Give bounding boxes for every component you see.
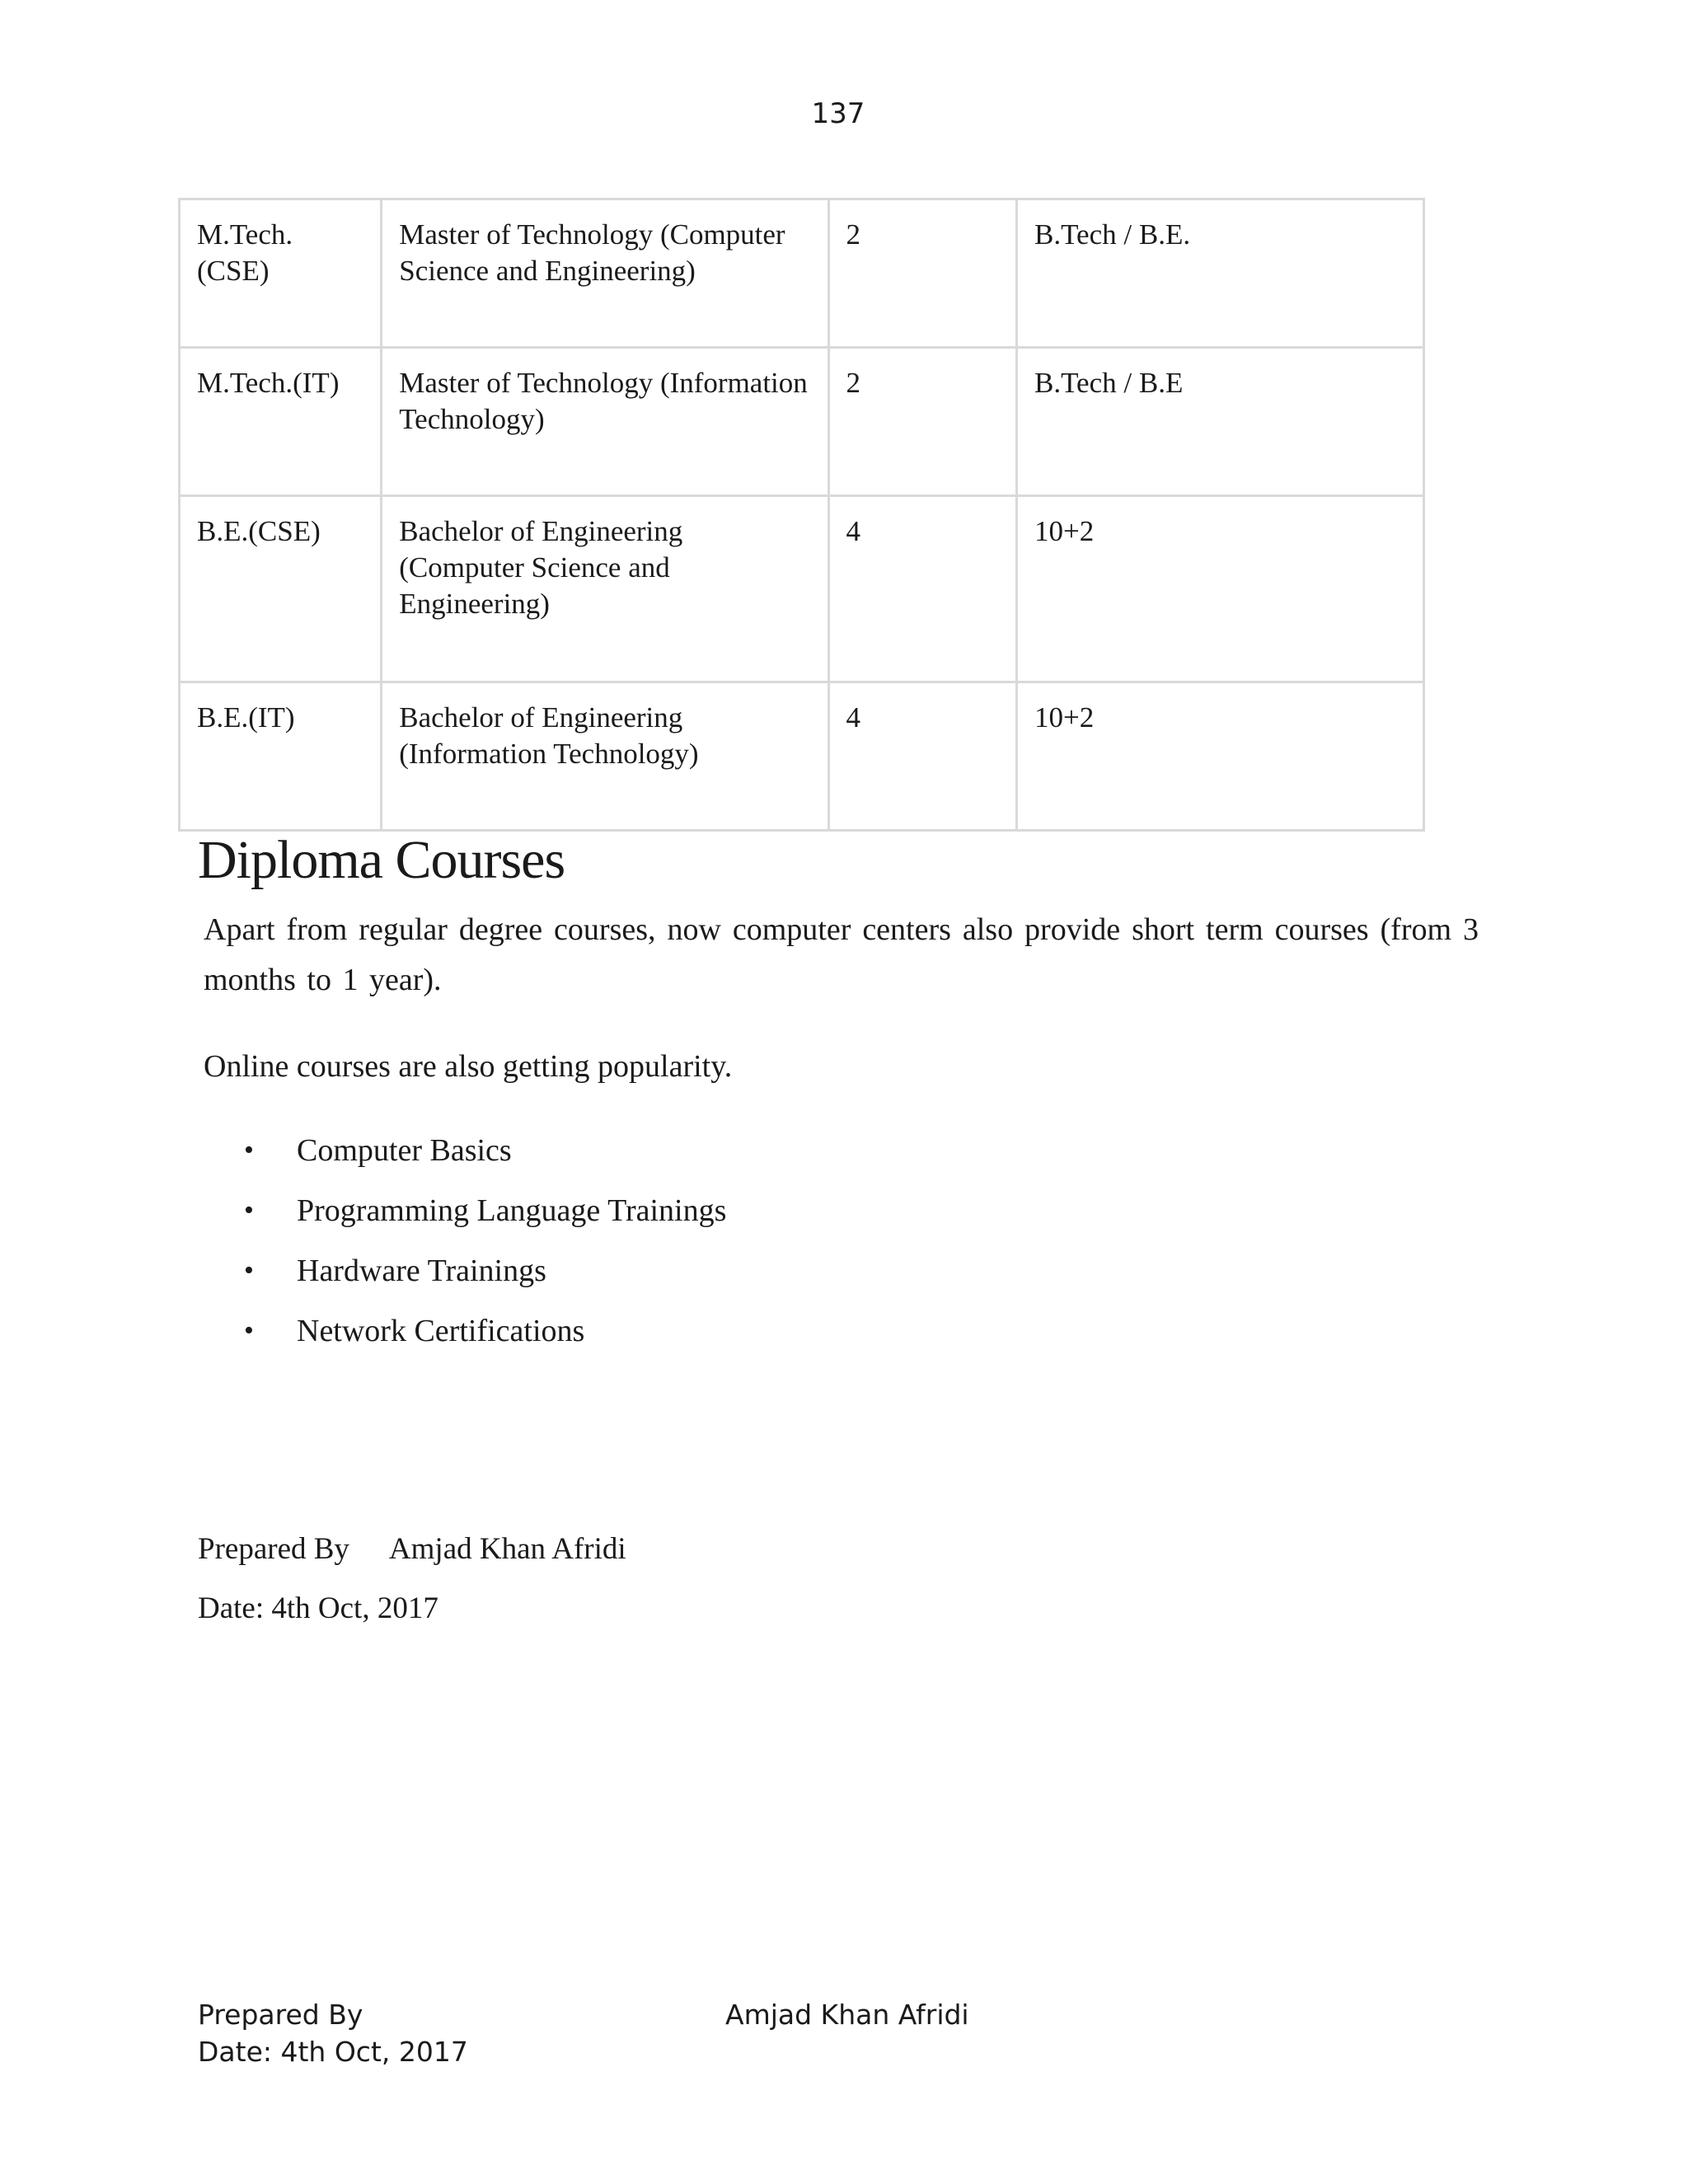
footer-author-name: Amjad Khan Afridi bbox=[725, 1999, 969, 2031]
table-cell: M.Tech.(IT) bbox=[180, 348, 382, 496]
prepared-by-label: Prepared By bbox=[198, 1532, 349, 1566]
list-item-label: Network Certifications bbox=[297, 1314, 585, 1348]
intro-paragraph: Apart from regular degree courses, now computer centers also provide short term courses (from 3 months to 1 year). bbox=[204, 912, 1479, 997]
table-cell: 2 bbox=[828, 199, 1017, 348]
table-cell: 10+2 bbox=[1017, 682, 1424, 831]
list-item bbox=[244, 1249, 726, 1310]
author-name: Amjad Khan Afridi bbox=[388, 1532, 626, 1566]
table-cell: Bachelor of Engineering (Computer Science and Engineering) bbox=[382, 496, 828, 682]
list-item bbox=[244, 1310, 726, 1370]
table-row bbox=[180, 682, 1424, 831]
list-item-label: Computer Basics bbox=[297, 1133, 512, 1168]
footer-prepared-by: Prepared By bbox=[198, 1999, 363, 2031]
table-cell: 10+2 bbox=[1017, 496, 1424, 682]
list-item-label: Hardware Trainings bbox=[297, 1254, 546, 1288]
prepared-by-line bbox=[198, 1531, 626, 1567]
table-cell: B.E.(CSE) bbox=[180, 496, 382, 682]
table-cell: Bachelor of Engineering (Information Technology) bbox=[382, 682, 828, 831]
page-number: 137 bbox=[811, 97, 865, 130]
table-row bbox=[180, 348, 1424, 496]
table-cell: 4 bbox=[828, 682, 1017, 831]
table-cell: B.Tech / B.E. bbox=[1017, 199, 1424, 348]
list-item bbox=[244, 1129, 726, 1189]
online-paragraph: Online courses are also getting popularity. bbox=[204, 1049, 733, 1084]
table-cell: Master of Technology (Information Technology) bbox=[382, 348, 828, 496]
course-table bbox=[178, 198, 1425, 832]
table-cell: 4 bbox=[828, 496, 1017, 682]
bullet-icon: • bbox=[244, 1315, 254, 1346]
prepared-date: Date: 4th Oct, 2017 bbox=[198, 1591, 438, 1625]
table-cell: B.E.(IT) bbox=[180, 682, 382, 831]
table-cell: B.Tech / B.E bbox=[1017, 348, 1424, 496]
table-cell: M.Tech.(CSE) bbox=[180, 199, 382, 348]
bullet-icon: • bbox=[244, 1255, 254, 1286]
course-list bbox=[244, 1129, 726, 1370]
list-item bbox=[244, 1189, 726, 1249]
bullet-icon: • bbox=[244, 1195, 254, 1226]
bullet-icon: • bbox=[244, 1135, 254, 1165]
footer-date: Date: 4th Oct, 2017 bbox=[198, 2036, 468, 2068]
list-item-label: Programming Language Trainings bbox=[297, 1193, 727, 1228]
table-cell: Master of Technology (Computer Science and Engineering) bbox=[382, 199, 828, 348]
table-row bbox=[180, 496, 1424, 682]
table-row bbox=[180, 199, 1424, 348]
table-cell: 2 bbox=[828, 348, 1017, 496]
section-heading: Diploma Courses bbox=[198, 830, 565, 890]
